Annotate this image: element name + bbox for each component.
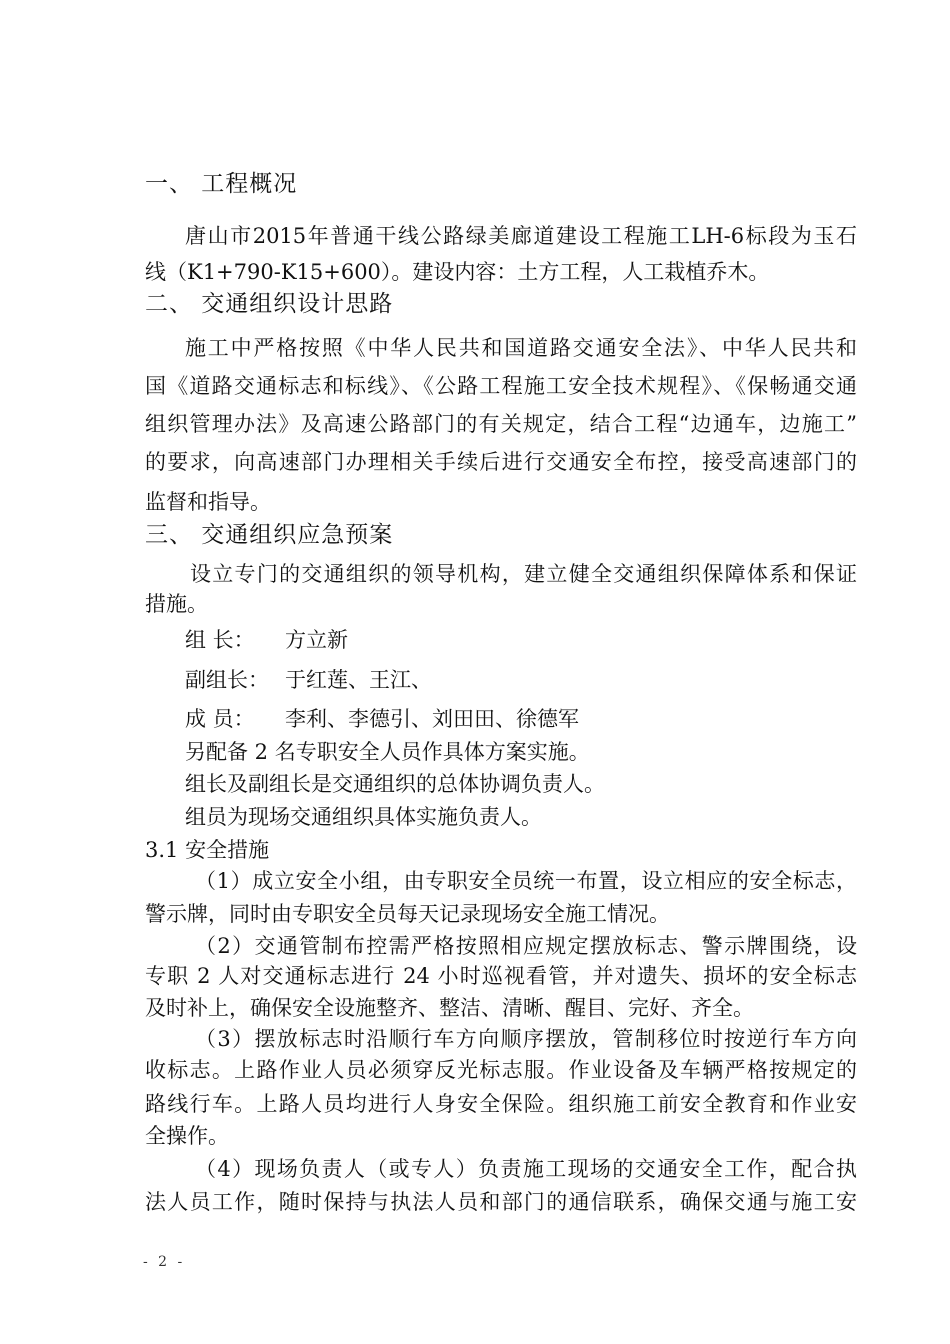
note-line: 组长及副组长是交通组织的总体协调负责人。 [185,772,605,796]
paragraph-line: 国《道路交通标志和标线》、《公路工程施工安全技术规程》、《保畅通交通 [145,374,857,398]
note-line: 另配备 2 名专职安全人员作具体方案实施。 [185,740,590,764]
paragraph-line: 全操作。 [145,1124,229,1148]
paragraph-line: 唐山市2015年普通干线公路绿美廊道建设工程施工LH-6标段为玉石 [185,224,857,248]
role-label: 成 员： [185,707,255,731]
paragraph-line: （4）现场负责人（或专人）负责施工现场的交通安全工作，配合执 [195,1157,857,1181]
role-label: 副组长： [185,668,269,692]
section-heading-2: 二、 交通组织设计思路 [145,291,394,317]
paragraph-line: 专职 2 人对交通标志进行 24 小时巡视看管，并对遗失、损坏的安全标志 [145,964,857,988]
note-line: 组员为现场交通组织具体实施负责人。 [185,805,542,829]
paragraph-line: 法人员工作，随时保持与执法人员和部门的通信联系，确保交通与施工安 [145,1190,857,1214]
subsection-heading-3-1: 3.1 安全措施 [145,838,270,862]
section-heading-3: 三、 交通组织应急预案 [145,522,394,548]
paragraph-line: 线（K1+790-K15+600）。建设内容：土方工程，人工栽植乔木。 [145,260,770,284]
paragraph-line: 路线行车。上路人员均进行人身安全保险。组织施工前安全教育和作业安 [145,1092,857,1116]
paragraph-line: 监督和指导。 [145,490,271,514]
role-row-members [185,705,579,733]
paragraph-line: （1）成立安全小组，由专职安全员统一布置，设立相应的安全标志， [195,869,857,893]
paragraph-line: 措施。 [145,592,208,616]
role-row-leader [185,626,348,654]
paragraph-line: 组织管理办法》及高速公路部门的有关规定，结合工程“边通车，边施工” [145,412,857,436]
paragraph-line: 的要求，向高速部门办理相关手续后进行交通安全布控，接受高速部门的 [145,450,857,474]
role-value: 李利、李德引、刘田田、徐德军 [285,707,579,731]
role-row-deputy [185,666,432,694]
page-number: - 2 - [143,1254,186,1270]
role-value: 方立新 [285,628,348,652]
paragraph-line: 及时补上，确保安全设施整齐、整洁、清晰、醒目、完好、齐全。 [145,996,754,1020]
role-value: 于红莲、王江、 [285,668,432,692]
paragraph-line: （3）摆放标志时沿顺行车方向顺序摆放，管制移位时按逆行车方向 [195,1027,857,1051]
paragraph-line: 设立专门的交通组织的领导机构，建立健全交通组织保障体系和保证 [190,562,857,586]
role-label: 组 长： [185,628,255,652]
paragraph-line: 警示牌，同时由专职安全员每天记录现场安全施工情况。 [145,902,670,926]
paragraph-line: 收标志。上路作业人员必须穿反光标志服。作业设备及车辆严格按规定的 [145,1058,857,1082]
paragraph-line: （2）交通管制布控需严格按照相应规定摆放标志、警示牌围绕，设 [195,934,857,958]
paragraph-line: 施工中严格按照《中华人民共和国道路交通安全法》、中华人民共和 [185,336,857,360]
section-heading-1: 一、 工程概况 [145,171,298,197]
